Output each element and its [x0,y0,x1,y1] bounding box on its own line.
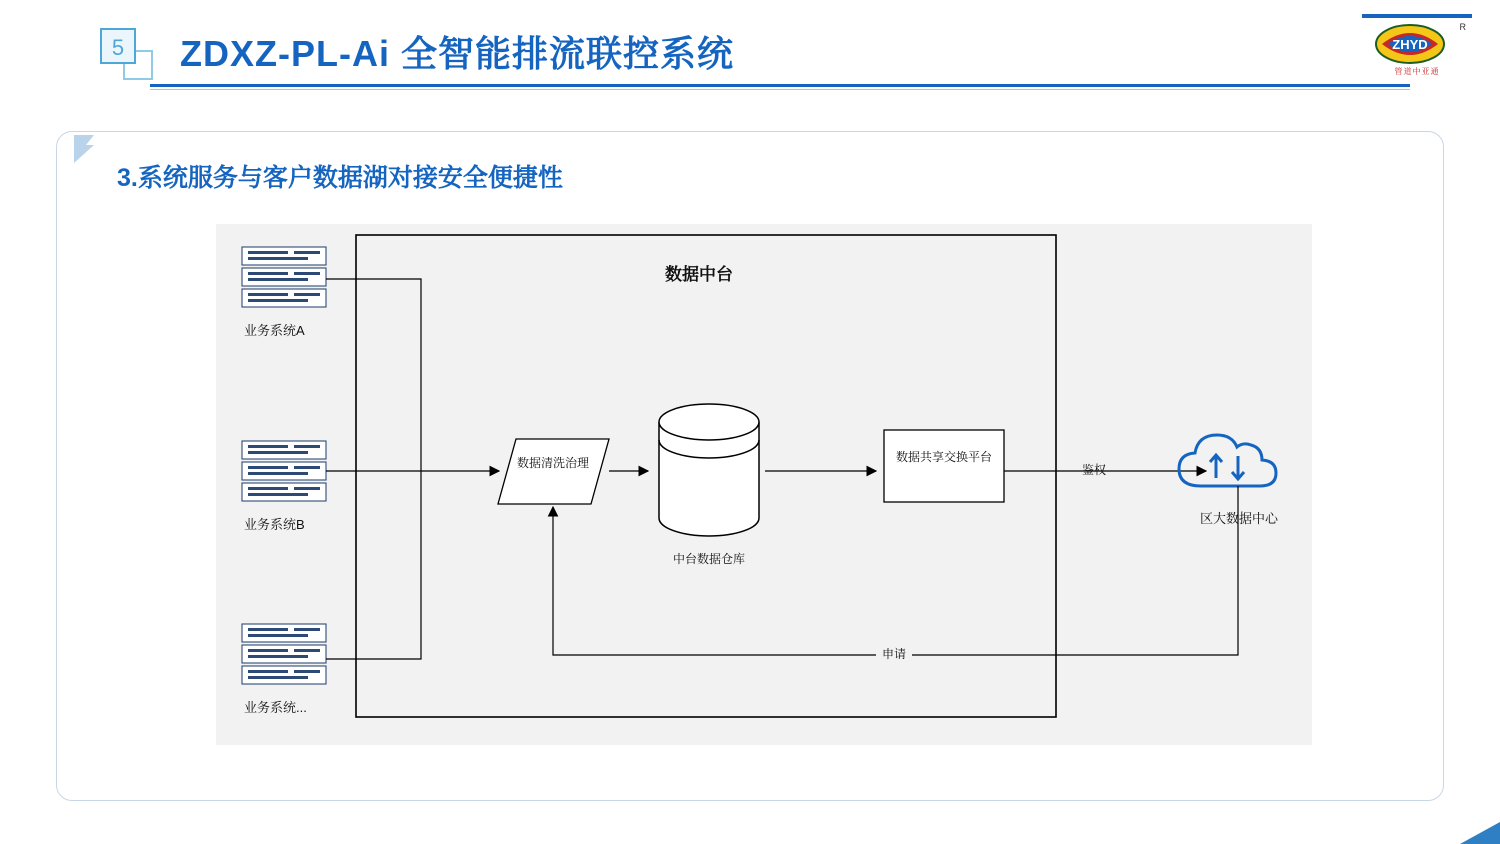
slide-header [0,0,1500,110]
logo-registered-mark: R [1459,22,1466,32]
company-logo [1362,14,1472,82]
diagram-graphics [216,224,1312,745]
header-divider [150,84,1410,87]
node-warehouse-label: 中台数据仓库 [672,552,745,566]
architecture-diagram [216,224,1312,745]
section-marker-icon [72,133,106,167]
logo-top-bar [1362,14,1472,18]
node-cloud-label: 区大数据中心 [1199,511,1278,526]
source-label-c: 业务系统... [244,700,307,715]
platform-title: 数据中台 [665,265,733,284]
page-title: ZDXZ-PL-Ai 全智能排流联控系统 [180,33,734,74]
corner-accent-icon [1440,804,1500,844]
node-exchange-platform: 数据共享交换平台 [895,450,992,464]
edge-label-auth: 鉴权 [1082,463,1107,477]
source-label-a: 业务系统A [244,323,305,338]
node-data-cleaning: 数据清洗治理 [516,456,589,470]
svg-text:ZHYD: ZHYD [1392,37,1428,52]
header-divider-secondary [150,89,1410,90]
slide-number-badge: 5 [100,28,136,64]
logo-shield-icon [1374,24,1446,64]
section-title: 3.系统服务与客户数据湖对接安全便捷性 [117,164,563,192]
source-label-b: 业务系统B [244,517,305,532]
edge-label-apply: 申请 [876,645,912,662]
logo-caption: 管道中亚通 [1394,67,1440,76]
